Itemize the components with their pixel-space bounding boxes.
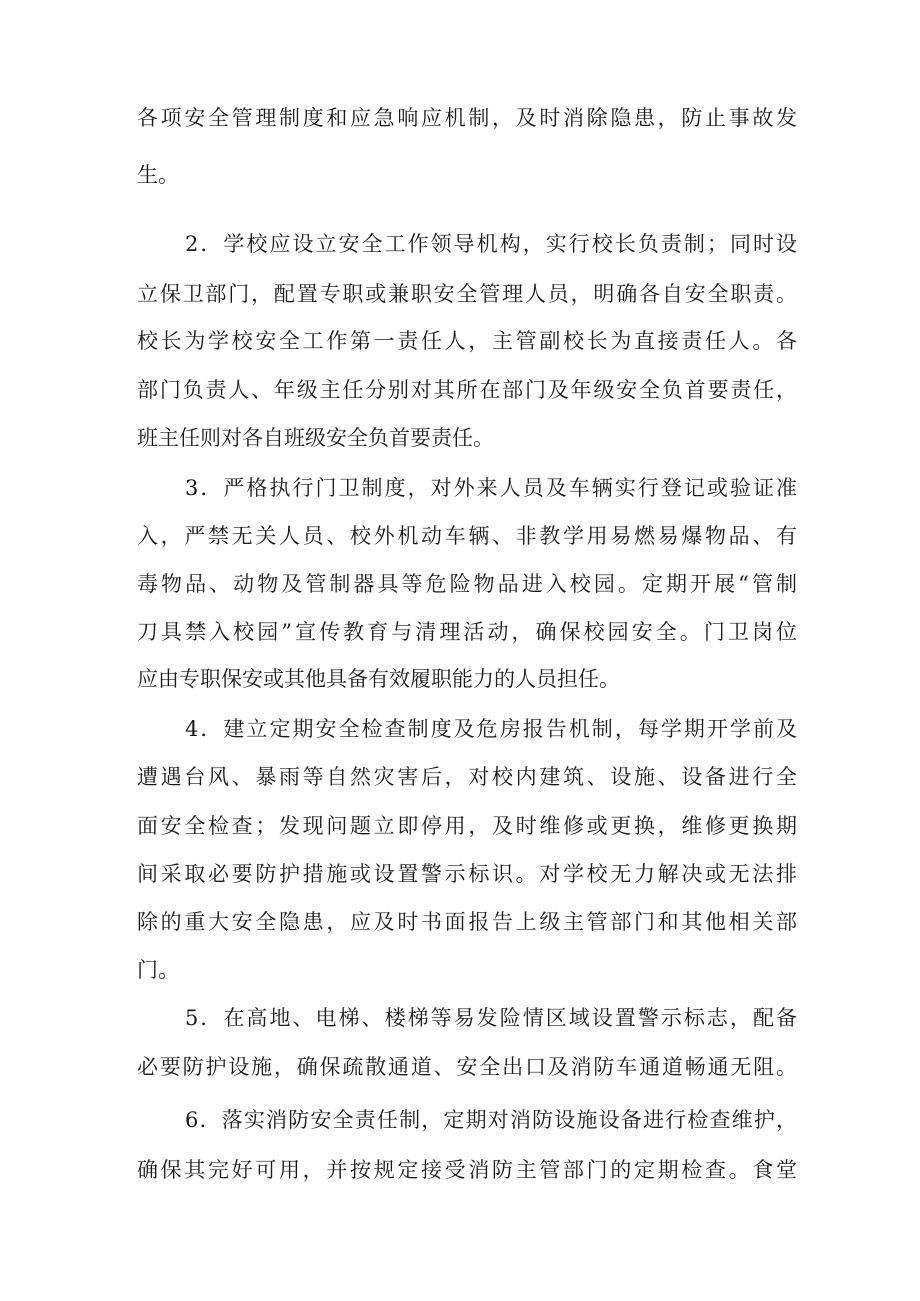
item-2-line-2: 立保卫部门，配置专职或兼职安全管理人员，明确各自安全职责。 — [137, 282, 797, 306]
item-4-line-6: 门。 — [137, 958, 179, 982]
item-3-line-5: 应由专职保安或其他具备有效履职能力的人员担任。 — [137, 667, 620, 691]
item-4-line-2: 遭遇台风、暴雨等自然灾害后，对校内建筑、设施、设备进行全 — [137, 765, 797, 789]
item-2-line-4: 部门负责人、年级主任分别对其所在部门及年级安全负首要责任， — [137, 378, 797, 402]
item-4-line-5: 除的重大安全隐患，应及时书面报告上级主管部门和其他相关部 — [137, 910, 797, 934]
item-6-line-1: 6．落实消防安全责任制，定期对消防设施设备进行检查维护， — [185, 1108, 797, 1132]
paragraph-1-line-2: 生。 — [137, 163, 179, 187]
item-3-line-4: 刀具禁入校园”宣传教育与清理活动，确保校园安全。门卫岗位 — [137, 620, 797, 644]
item-5-line-2: 必要防护设施，确保疏散通道、安全出口及消防车通道畅通无阻。 — [137, 1055, 797, 1079]
item-2-line-5: 班主任则对各自班级安全负首要责任。 — [137, 426, 494, 450]
item-4-line-3: 面安全检查；发现问题立即停用，及时维修或更换，维修更换期 — [137, 814, 797, 838]
item-3-line-1: 3．严格执行门卫制度，对外来人员及车辆实行登记或验证准 — [185, 476, 797, 500]
item-3-line-3: 毒物品、动物及管制器具等危险物品进入校园。定期开展“管制 — [137, 572, 797, 596]
item-2-line-3: 校长为学校安全工作第一责任人，主管副校长为直接责任人。各 — [137, 329, 797, 353]
paragraph-1-line-1: 各项安全管理制度和应急响应机制，及时消除隐患，防止事故发 — [137, 106, 797, 130]
item-3-line-2: 入，严禁无关人员、校外机动车辆、非教学用易燃易爆物品、有 — [137, 524, 797, 548]
item-4-line-4: 间采取必要防护措施或设置警示标识。对学校无力解决或无法排 — [137, 862, 797, 886]
item-6-line-2: 确保其完好可用，并按规定接受消防主管部门的定期检查。食堂 — [137, 1158, 797, 1182]
item-2-line-1: 2．学校应设立安全工作领导机构，实行校长负责制；同时设 — [185, 232, 797, 256]
item-4-line-1: 4．建立定期安全检查制度及危房报告机制，每学期开学前及 — [185, 717, 797, 741]
item-5-line-1: 5．在高地、电梯、楼梯等易发险情区域设置警示标志，配备 — [185, 1006, 797, 1030]
